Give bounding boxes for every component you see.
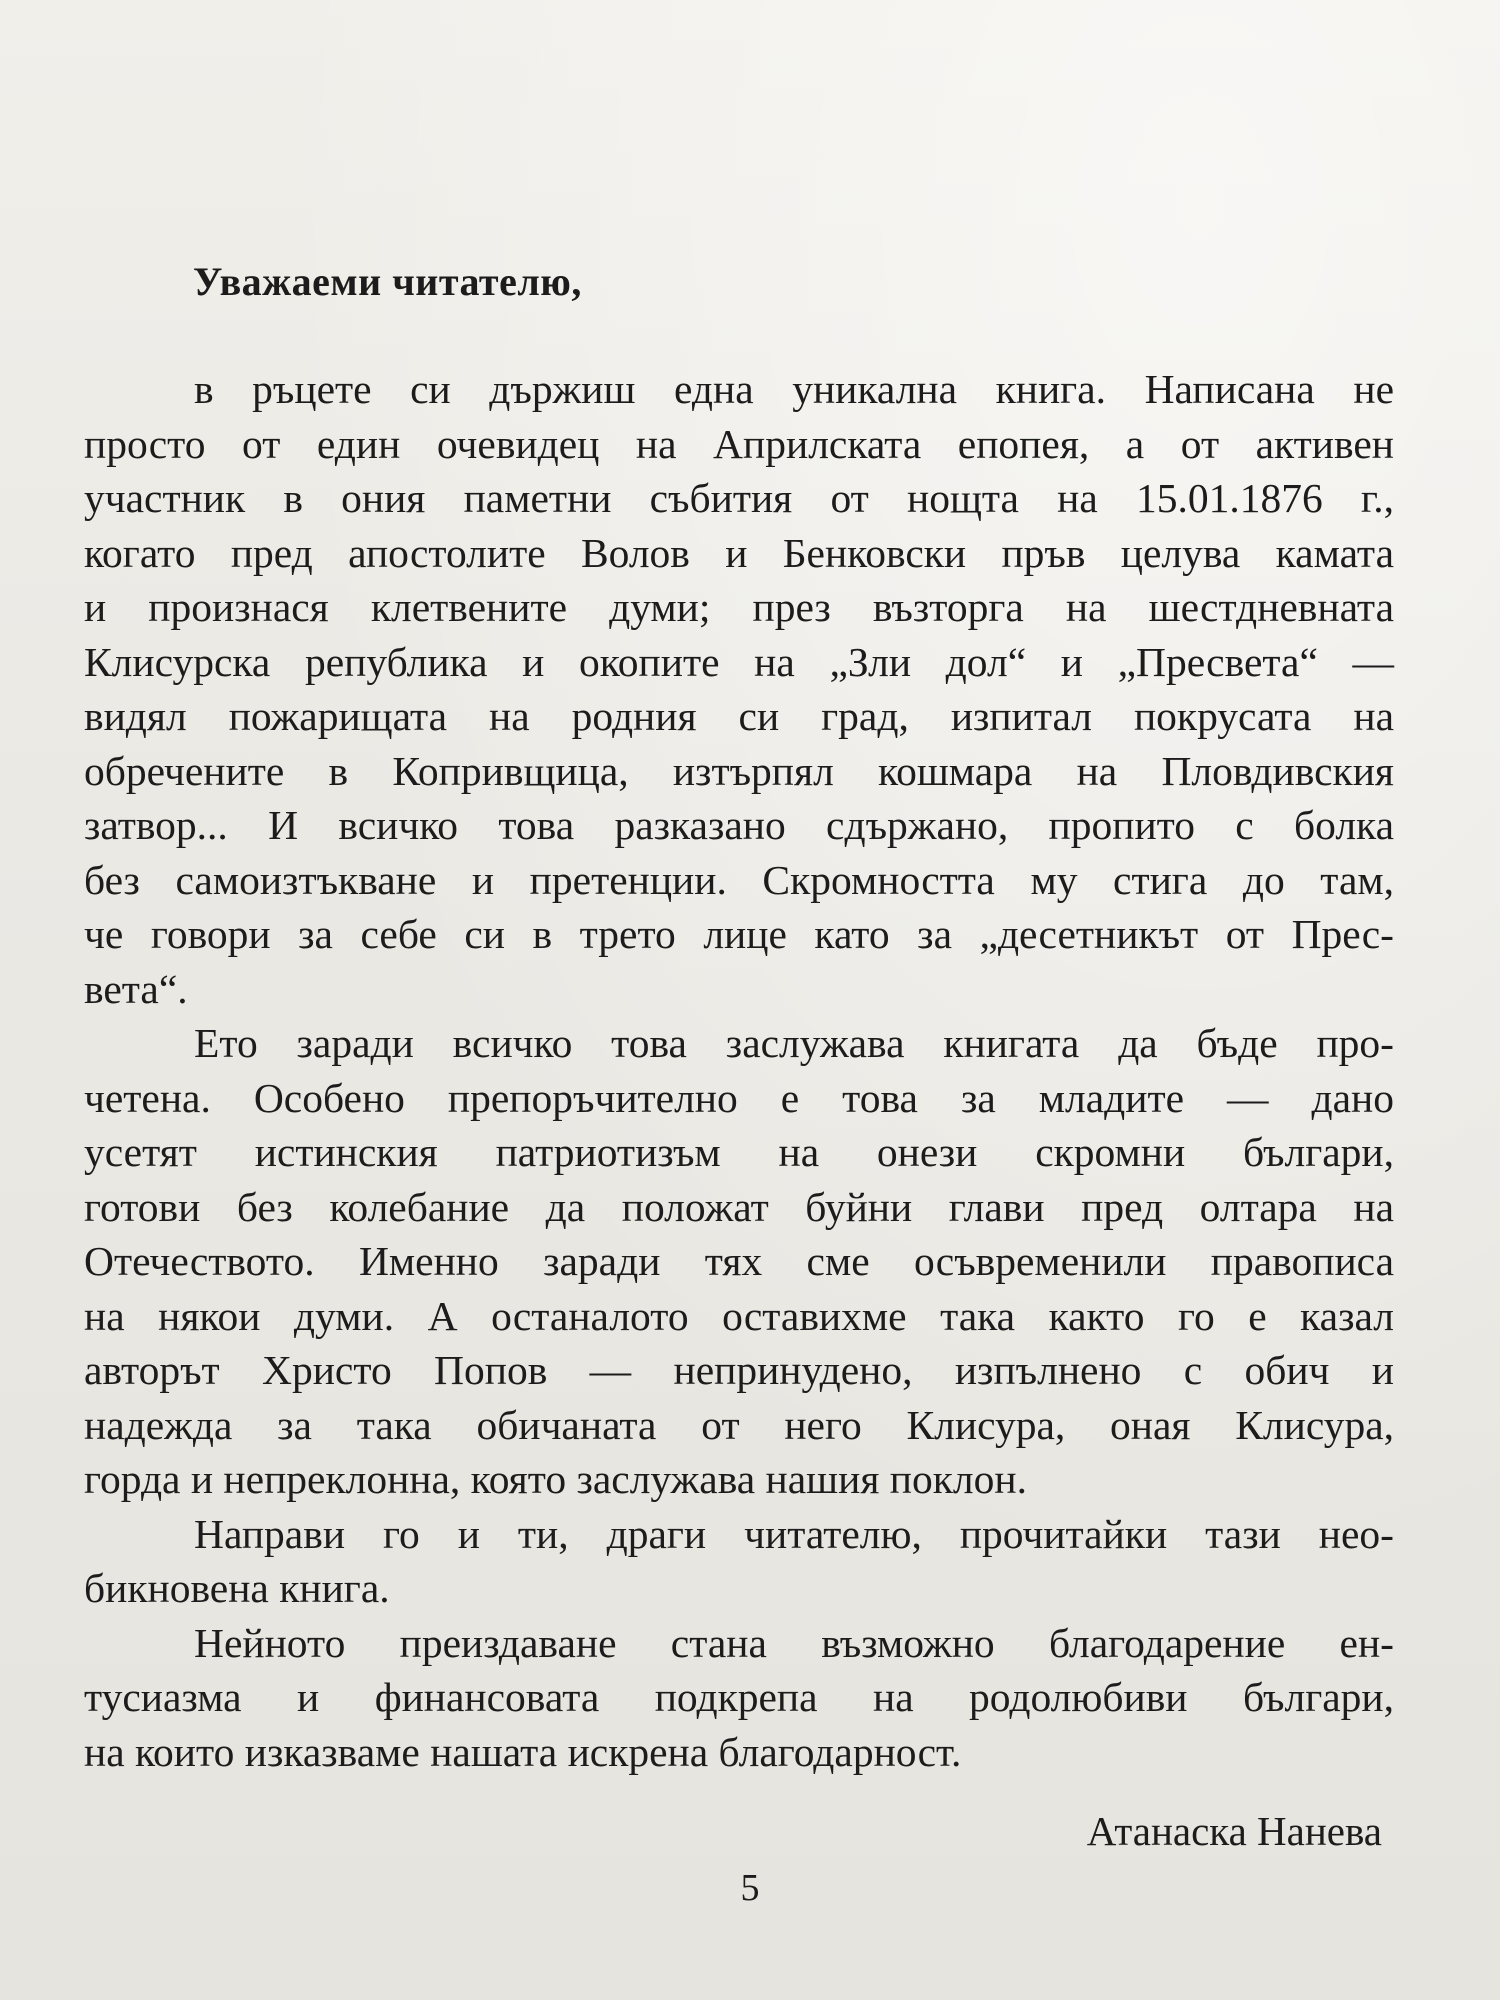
text-line: Направи го и ти, драги читателю, прочитайки тази нео-: [194, 1510, 1394, 1557]
text-line: четена. Особено препоръчително е това за младите — дано: [84, 1074, 1394, 1121]
text-line: Клисурска република и окопите на „Зли дол“ и „Пресвета“ —: [84, 638, 1394, 685]
greeting-heading: Уважаеми читателю,: [193, 259, 582, 304]
text-line: Ето заради всичко това заслужава книгата да бъде про-: [194, 1020, 1394, 1066]
text-line: Отечеството. Именно заради тях сме осъвременили правописа: [84, 1238, 1394, 1284]
text-line: видял пожарищата на родния си град, изпитал покрусата на: [84, 693, 1394, 739]
text-line: участник в ония паметни събития от нощта на 15.01.1876 г.,: [84, 475, 1394, 521]
text-line: в ръцете си държиш една уникална книга. Написана не: [194, 366, 1394, 412]
text-line: че говори за себе си в трето лице като за „десетникът от Прес-: [84, 911, 1394, 957]
text-line: тусиазма и финансовата подкрепа на родолюбиви българи,: [84, 1674, 1394, 1720]
text-line: без самоизтъкване и претенции. Скромността му стига до там,: [84, 856, 1394, 903]
text-line: когато пред апостолите Волов и Бенковски пръв целува камата: [84, 529, 1394, 576]
author-signature: Атанаска Нанева: [1086, 1808, 1382, 1854]
text-line: вета“.: [84, 965, 188, 1012]
text-line: надежда за така обичаната от него Клисура, оная Клисура,: [84, 1401, 1394, 1448]
text-line: на някои думи. А останалото оставихме така както го е казал: [84, 1292, 1394, 1339]
text-line: горда и непреклонна, която заслужава нашия поклон.: [84, 1456, 1027, 1502]
page-number: 5: [740, 1867, 760, 1909]
text-line: обречените в Копривщица, изтърпял кошмара на Пловдивския: [84, 747, 1394, 794]
text-line: усетят истинския патриотизъм на онези скромни българи,: [84, 1129, 1394, 1175]
text-line: бикновена книга.: [84, 1565, 390, 1611]
text-line: готови без колебание да положат буйни глави пред олтара на: [84, 1183, 1394, 1230]
text-line: на които изказваме нашата искрена благодарност.: [84, 1728, 962, 1775]
text-line: Нейното преиздаване стана възможно благодарение ен-: [194, 1619, 1394, 1666]
text-line: и произнася клетвените думи; през възторга на шестдневната: [84, 584, 1394, 630]
body-text: [84, 362, 1394, 1779]
text-line: просто от един очевидец на Априлската епопея, а от активен: [84, 420, 1394, 467]
text-line: авторът Христо Попов — непринудено, изпълнено с обич и: [84, 1347, 1394, 1393]
text-line: затвор... И всичко това разказано сдържано, пропито с болка: [84, 802, 1394, 848]
